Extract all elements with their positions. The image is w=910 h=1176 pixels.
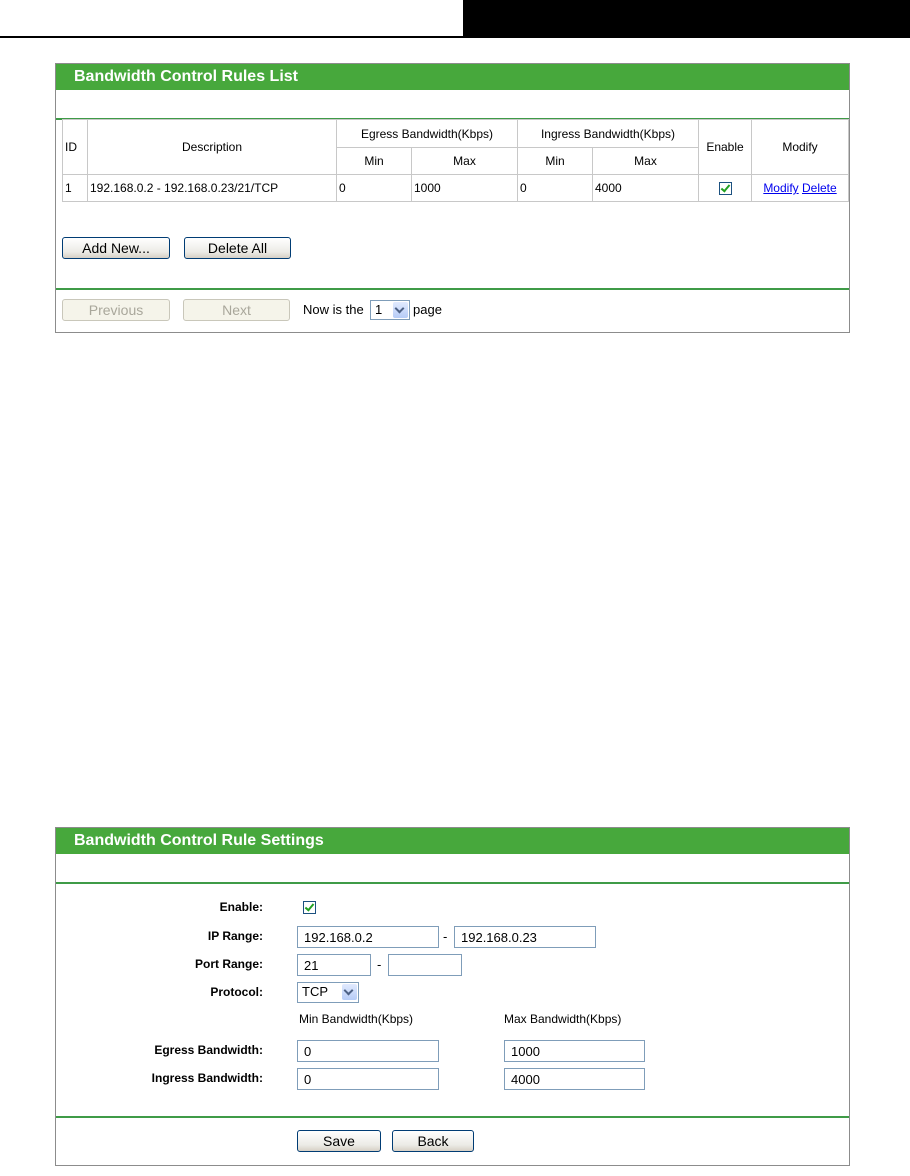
header-rule [0,36,463,38]
col-egress-header: Egress Bandwidth(Kbps) [337,120,518,148]
port-end-field[interactable] [388,954,462,976]
divider [56,882,849,884]
row-egress-max: 1000 [412,175,518,202]
page-select[interactable] [370,300,410,320]
rules-list-panel [55,63,850,333]
page-suffix-text: page [413,302,442,317]
modify-link[interactable]: Modify [763,181,799,195]
port-range-separator: - [377,957,382,972]
row-modify-cell [752,175,849,202]
protocol-select-value: TCP [302,984,328,999]
port-start-field[interactable] [297,954,371,976]
row-ingress-min: 0 [518,175,593,202]
row-ingress-max: 4000 [593,175,699,202]
delete-link[interactable]: Delete [802,181,837,195]
chevron-down-icon[interactable] [342,984,357,1000]
table-header-row [63,120,849,148]
divider [56,288,849,290]
ip-start-field[interactable] [297,926,439,948]
port-range-label: Port Range: [194,957,263,971]
protocol-select[interactable] [297,982,359,1003]
col-modify-header: Modify [752,120,849,175]
ingress-min-header: Min [518,148,593,175]
ingress-max-field[interactable] [504,1068,645,1090]
ingress-bandwidth-label: Ingress Bandwidth: [151,1071,263,1085]
header-bar [463,0,910,38]
col-id-header: ID [63,120,88,175]
divider [56,1116,849,1118]
next-button[interactable]: Next [183,299,290,321]
rules-list-title: Bandwidth Control Rules List [56,64,849,90]
min-bandwidth-header: Min Bandwidth(Kbps) [299,1012,414,1026]
back-button[interactable]: Back [392,1130,474,1152]
egress-min-field[interactable] [297,1040,439,1062]
ip-range-label: IP Range: [207,929,263,943]
row-enable-cell [699,175,752,202]
ingress-min-field[interactable] [297,1068,439,1090]
row-egress-min: 0 [337,175,412,202]
egress-max-field[interactable] [504,1040,645,1062]
page-select-value: 1 [375,302,383,317]
protocol-label: Protocol: [210,985,263,999]
col-description-header: Description [88,120,337,175]
add-new-button[interactable]: Add New... [62,237,170,259]
egress-bandwidth-label: Egress Bandwidth: [154,1043,263,1057]
egress-min-header: Min [337,148,412,175]
enable-label: Enable: [219,900,263,914]
table-row [63,175,849,202]
max-bandwidth-header: Max Bandwidth(Kbps) [504,1012,622,1026]
chevron-down-icon[interactable] [393,302,408,318]
ip-end-field[interactable] [454,926,596,948]
ip-range-separator: - [443,929,448,944]
previous-button[interactable]: Previous [62,299,170,321]
col-ingress-header: Ingress Bandwidth(Kbps) [518,120,699,148]
delete-all-button[interactable]: Delete All [184,237,291,259]
row-description: 192.168.0.2 - 192.168.0.23/21/TCP [88,175,337,202]
col-enable-header: Enable [699,120,752,175]
rules-table [62,119,849,202]
ingress-max-header: Max [593,148,699,175]
save-button[interactable]: Save [297,1130,381,1152]
rule-settings-title: Bandwidth Control Rule Settings [56,828,849,854]
enable-checkbox[interactable] [303,901,316,914]
egress-max-header: Max [412,148,518,175]
rule-settings-panel [55,827,850,1166]
row-id: 1 [63,175,88,202]
page-prefix-text: Now is the [303,302,364,317]
row-enable-checkbox[interactable] [719,182,732,195]
